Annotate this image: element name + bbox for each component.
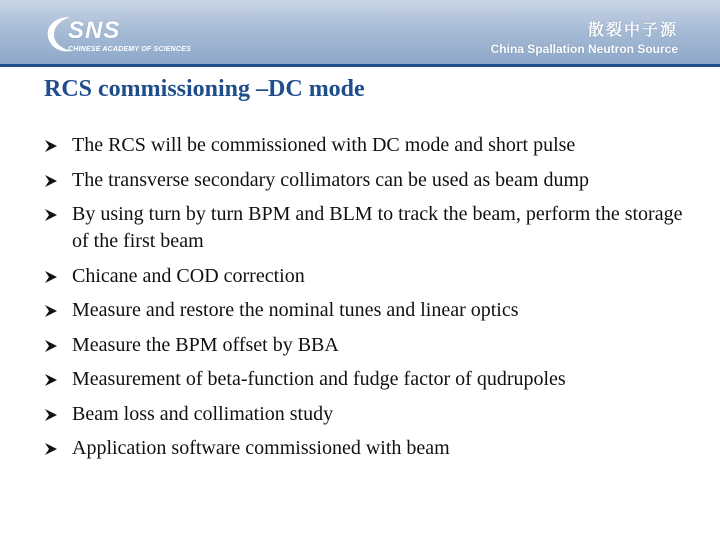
arrow-bullet-icon (44, 139, 58, 153)
bullet-item (44, 366, 704, 393)
brand-english-name: China Spallation Neutron Source (490, 42, 678, 56)
sns-logo (44, 13, 214, 57)
arrow-bullet-icon (44, 339, 58, 353)
brand-chinese-name: 散裂中子源 (587, 20, 678, 39)
bullet-list (44, 132, 704, 470)
arrow-bullet-icon (44, 174, 58, 188)
bullet-text: Measure and restore the nominal tunes and linear optics (72, 299, 519, 321)
arrow-bullet-icon (44, 408, 58, 422)
bullet-text: Application software commissioned with beam (72, 437, 450, 459)
bullet-item (44, 332, 704, 359)
bullet-item (44, 132, 704, 159)
arrow-bullet-icon (44, 304, 58, 318)
bullet-item (44, 167, 704, 194)
bullet-text: The RCS will be commissioned with DC mode and short pulse (72, 134, 576, 156)
logo-subtitle: CHINESE ACADEMY OF SCIENCES (68, 46, 191, 53)
logo-text: SNS (68, 17, 121, 44)
bullet-text: By using turn by turn BPM and BLM to track the beam, perform the storage of the first beam (72, 203, 683, 252)
arrow-bullet-icon (44, 270, 58, 284)
bullet-item (44, 201, 698, 255)
bullet-item (44, 435, 704, 462)
bullet-text: Measure the BPM offset by BBA (72, 333, 339, 356)
bullet-text: The transverse secondary collimators can be used as beam dump (72, 168, 590, 191)
bullet-item (44, 401, 704, 428)
header-divider (0, 64, 720, 67)
arrow-bullet-icon (44, 208, 58, 222)
slide-title: RCS commissioning –DC mode (44, 76, 365, 102)
arrow-bullet-icon (44, 373, 58, 387)
bullet-text: Measurement of beta-function and fudge factor of qudrupoles (72, 368, 566, 390)
arrow-bullet-icon (44, 442, 58, 456)
bullet-text: Chicane and COD correction (72, 264, 305, 287)
bullet-text: Beam loss and collimation study (72, 402, 334, 425)
header-bar (0, 0, 720, 64)
bullet-item (44, 297, 704, 324)
bullet-item (44, 263, 704, 290)
